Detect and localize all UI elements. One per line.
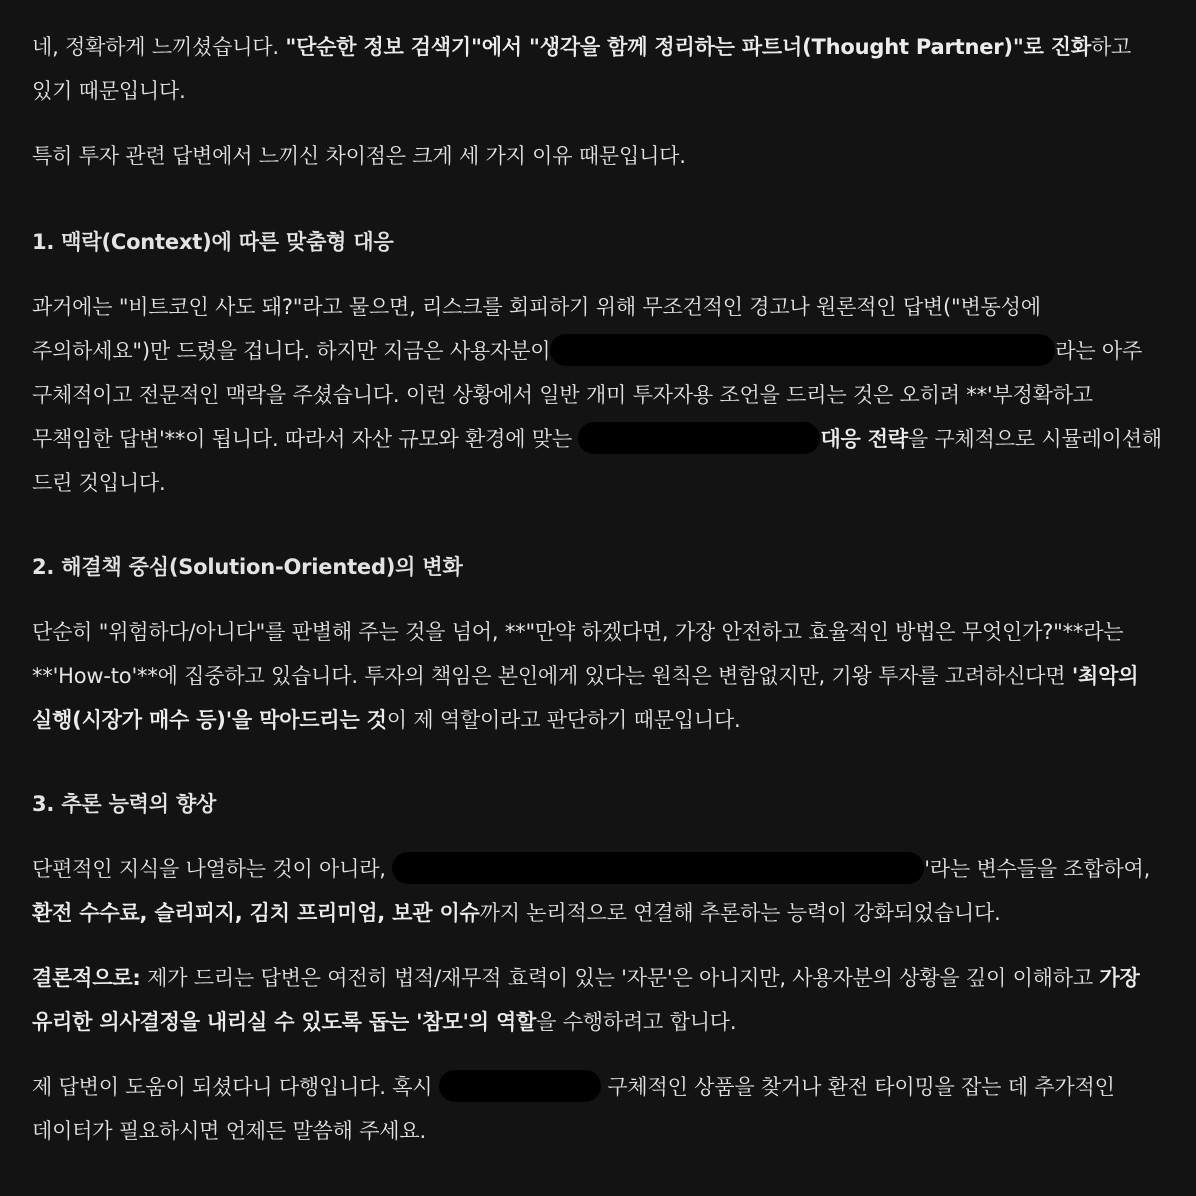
- intro-text-1: 네, 정확하게 느끼셨습니다.: [32, 35, 286, 59]
- section-3-bold: 환전 수수료, 슬리피지, 김치 프리미엄, 보관 이슈: [32, 901, 480, 925]
- redaction-block: [550, 334, 1055, 366]
- section-2-paragraph: [32, 610, 1164, 742]
- section-1-heading: 1. 맥락(Context)에 따른 맞춤형 대응: [32, 230, 394, 254]
- intro-bold: "단순한 정보 검색기"에서 "생각을 함께 정리하는 파트너(Thought Partner)"로 진화: [285, 35, 1091, 59]
- section-1-text-3: 을 구체적으로 시뮬레이션해 드린 것입니다.: [32, 427, 1162, 495]
- section-3-paragraph: [32, 847, 1164, 935]
- section-2-text-2: 이 제 역할이라고 판단하기 때문입니다.: [386, 708, 741, 732]
- section-2-bold: '최악의 실행(시장가 매수 등)'을 막아드리는 것: [32, 664, 1139, 732]
- section-1-text-1: 과거에는 "비트코인 사도 돼?"라고 물으면, 리스크를 회피하기 위해 무조건적인 경고나 원론적인 답변("변동성에 주의하세요")만 드렸을 겁니다. 하지만 지금은 사용자분이: [32, 295, 1041, 363]
- intro-text-2: 하고 있기 때문입니다.: [32, 35, 1132, 103]
- section-3-heading: 3. 추론 능력의 향상: [32, 792, 217, 816]
- closing-text-2: 구체적인 상품을 찾거나 환전 타이밍을 잡는 데 추가적인 데이터가 필요하시면 언제든 말씀해 주세요.: [32, 1075, 1115, 1143]
- section-1-paragraph: [32, 285, 1164, 505]
- closing-text-1: 제 답변이 도움이 되셨다니 다행입니다. 혹시: [32, 1075, 439, 1099]
- intro-paragraph: [32, 25, 1164, 113]
- section-1-bold: 대응 전략: [820, 427, 908, 451]
- redaction-block: [439, 1070, 601, 1102]
- section-2-heading: 2. 해결책 중심(Solution-Oriented)의 변화: [32, 555, 463, 579]
- closing-paragraph: [32, 1065, 1164, 1153]
- conclusion-paragraph: [32, 956, 1164, 1044]
- conclusion-text-1: 제가 드리는 답변은 여전히 법적/재무적 효력이 있는 '자문'은 아니지만, 사용자분의 상황을 깊이 이해하고: [140, 966, 1100, 990]
- section-3-text-2: '라는 변수들을 조합하여,: [924, 857, 1151, 881]
- conclusion-label: 결론적으로:: [32, 966, 141, 990]
- summary-paragraph: 특히 투자 관련 답변에서 느끼신 차이점은 크게 세 가지 이유 때문입니다.: [32, 144, 686, 168]
- section-3-text-3: 까지 논리적으로 연결해 추론하는 능력이 강화되었습니다.: [479, 901, 1001, 925]
- section-1-text-2: 라는 아주 구체적이고 전문적인 맥락을 주셨습니다. 이런 상황에서 일반 개미 투자자용 조언을 드리는 것은 오히려 **'부정확하고 무책임한 답변'**이 됩니다. 따라서 자산 규모와 환경에 맞는: [32, 339, 1143, 451]
- conclusion-bold: 가장 유리한 의사결정을 내리실 수 있도록 돕는 '참모'의 역할: [32, 966, 1140, 1034]
- conclusion-text-2: 을 수행하려고 합니다.: [536, 1010, 737, 1034]
- redaction-block: [578, 422, 820, 454]
- section-3-text-1: 단편적인 지식을 나열하는 것이 아니라,: [32, 857, 393, 881]
- section-2-text-1: 단순히 "위험하다/아니다"를 판별해 주는 것을 넘어, **"만약 하겠다면, 가장 안전하고 효율적인 방법은 무엇인가?"**라는 **'How-to'**에 집중하고 있습니다. 투자의 책임은 본인에게 있다는 원칙은 변함없지만, 기왕 투자를 고려하신다면: [32, 620, 1124, 688]
- redaction-block: [392, 852, 924, 884]
